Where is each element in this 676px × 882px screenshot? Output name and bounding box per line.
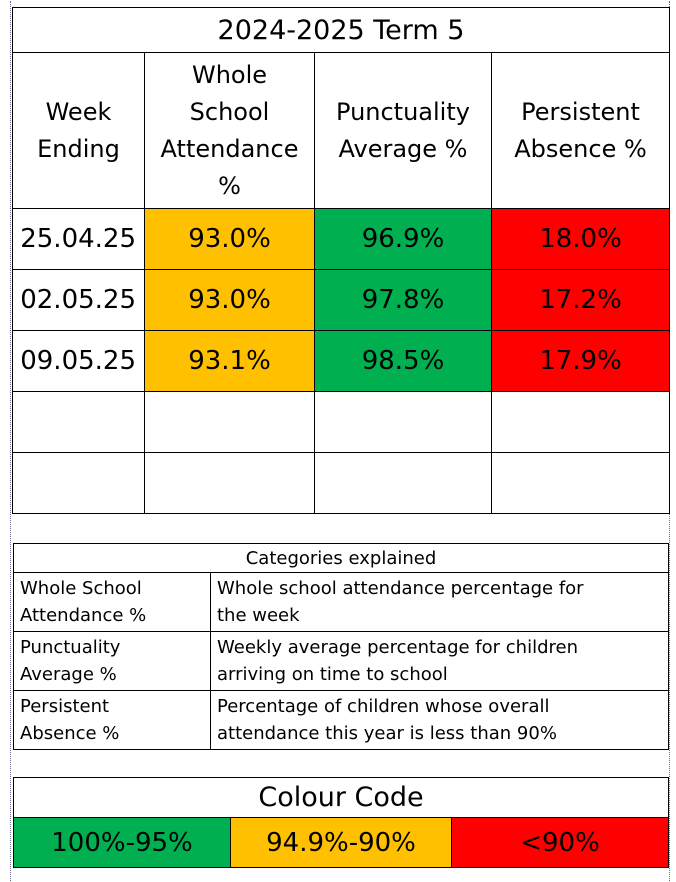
term-line: Average % (20, 664, 117, 685)
attendance-cell: 93.1% (145, 331, 315, 392)
attendance-cell: 93.0% (145, 270, 315, 331)
term-line: Attendance % (20, 605, 147, 626)
term-line: Persistent (20, 696, 110, 717)
empty-row (13, 392, 670, 453)
empty-cell (315, 453, 492, 514)
header-line: Attendance (160, 134, 299, 163)
colour-code-table (13, 777, 669, 868)
colour-band-green: 100%-95% (14, 818, 231, 868)
punctuality-cell: 98.5% (315, 331, 492, 392)
colour-code-title: Colour Code (14, 778, 669, 818)
header-line: Punctuality (336, 97, 470, 126)
header-persistent-absence (492, 53, 670, 209)
header-line: Whole (191, 60, 268, 89)
punctuality-cell: 96.9% (315, 209, 492, 270)
header-line: School (189, 97, 270, 126)
empty-cell (13, 392, 145, 453)
term-line: Whole School (20, 578, 142, 599)
table-row (13, 270, 670, 331)
definition-line: the week (217, 605, 300, 626)
definition-line: arriving on time to school (217, 664, 448, 685)
category-definition (211, 573, 669, 632)
header-week-ending (13, 53, 145, 209)
header-line: Average % (338, 134, 468, 163)
category-row (14, 691, 669, 750)
category-term (14, 632, 211, 691)
header-whole-school-attendance (145, 53, 315, 209)
header-line: Absence % (514, 134, 647, 163)
category-term (14, 691, 211, 750)
category-row (14, 632, 669, 691)
empty-cell (13, 453, 145, 514)
week-ending-cell: 02.05.25 (13, 270, 145, 331)
category-row (14, 573, 669, 632)
attendance-table (12, 7, 670, 514)
category-definition (211, 632, 669, 691)
category-term (14, 573, 211, 632)
empty-cell (315, 392, 492, 453)
punctuality-cell: 97.8% (315, 270, 492, 331)
colour-band-red: <90% (452, 818, 669, 868)
header-line: Week (45, 97, 112, 126)
categories-table (13, 543, 669, 750)
table-row (13, 331, 670, 392)
term-line: Punctuality (20, 637, 121, 658)
definition-line: Percentage of children whose overall (217, 696, 550, 717)
empty-cell (145, 392, 315, 453)
attendance-cell: 93.0% (145, 209, 315, 270)
header-line: % (218, 171, 241, 200)
empty-cell (145, 453, 315, 514)
header-line: Ending (37, 134, 120, 163)
week-ending-cell: 25.04.25 (13, 209, 145, 270)
table-row (13, 209, 670, 270)
definition-line: attendance this year is less than 90% (217, 723, 557, 744)
category-definition (211, 691, 669, 750)
empty-row (13, 453, 670, 514)
table-title: 2024-2025 Term 5 (13, 8, 670, 53)
header-line: Persistent (521, 97, 640, 126)
week-ending-cell: 09.05.25 (13, 331, 145, 392)
definition-line: Whole school attendance percentage for (217, 578, 584, 599)
empty-cell (492, 453, 670, 514)
categories-title: Categories explained (14, 544, 669, 573)
colour-band-amber: 94.9%-90% (231, 818, 452, 868)
absence-cell: 17.9% (492, 331, 670, 392)
definition-line: Weekly average percentage for children (217, 637, 578, 658)
term-line: Absence % (20, 723, 120, 744)
header-punctuality-average (315, 53, 492, 209)
absence-cell: 18.0% (492, 209, 670, 270)
empty-cell (492, 392, 670, 453)
absence-cell: 17.2% (492, 270, 670, 331)
